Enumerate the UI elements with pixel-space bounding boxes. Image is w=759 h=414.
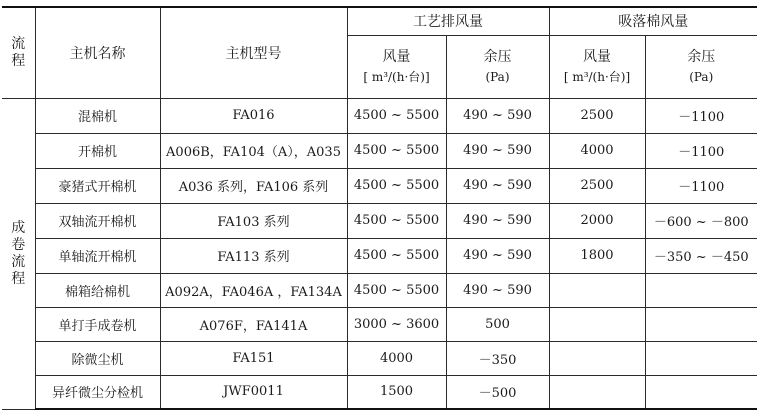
machine-name-cell: 除微尘机 [35, 341, 160, 375]
header-suction-pressure [645, 35, 757, 98]
process-pressure-cell: 490 ~ 590 [446, 98, 549, 133]
process-air-cell: 4000 [347, 341, 446, 375]
machine-model-cell: FA103 系列 [160, 203, 347, 238]
suction-pressure-cell [645, 307, 757, 341]
suction-air-cell: 2500 [549, 98, 645, 133]
table-row [2, 98, 757, 133]
process-air-cell: 4500 ~ 5500 [347, 238, 446, 273]
suction-pressure-cell: －1100 [645, 168, 757, 203]
machine-name-cell: 开棉机 [35, 133, 160, 168]
table-row [2, 238, 757, 273]
machine-name-cell: 单轴流开棉机 [35, 238, 160, 273]
header-air-volume-label: 风量 [382, 48, 411, 65]
header-process-air-volume [347, 35, 446, 98]
group-label-char: 程 [11, 270, 26, 287]
machine-name-cell: 混棉机 [35, 98, 160, 133]
group-label-char: 流 [11, 253, 26, 270]
process-pressure-cell: 500 [446, 307, 549, 341]
process-pressure-cell: 490 ~ 590 [446, 168, 549, 203]
group-label [2, 98, 35, 409]
table-row [2, 341, 757, 375]
suction-pressure-cell: －350 ~ －450 [645, 238, 757, 273]
header-process-pressure [446, 35, 549, 98]
process-pressure-cell: 490 ~ 590 [446, 238, 549, 273]
machine-name-cell: 棉箱给棉机 [35, 273, 160, 307]
suction-pressure-cell [645, 375, 757, 409]
header-suction-air: 吸落棉风量 [549, 7, 757, 35]
machine-model-cell: A006B，FA104（A），A035 [160, 133, 347, 168]
header-pressure-label: 余压 [687, 48, 716, 65]
process-air-cell: 3000 ~ 3600 [347, 307, 446, 341]
header-process-char: 程 [11, 52, 26, 69]
header-air-volume-unit: [ m³/(h·台)] [563, 69, 631, 84]
suction-air-cell [549, 375, 645, 409]
header-process [2, 7, 35, 98]
header-process-air: 工艺排风量 [347, 7, 549, 35]
machine-name-cell: 异纤微尘分检机 [35, 375, 160, 409]
process-air-cell: 4500 ~ 5500 [347, 133, 446, 168]
group-label-char: 卷 [11, 236, 26, 253]
process-pressure-cell: 490 ~ 590 [446, 203, 549, 238]
suction-air-cell [549, 273, 645, 307]
header-air-volume-label: 风量 [583, 48, 611, 65]
process-pressure-cell: 490 ~ 590 [446, 273, 549, 307]
machine-model-cell: A036 系列，FA106 系列 [160, 168, 347, 203]
suction-pressure-cell: －1100 [645, 133, 757, 168]
suction-pressure-cell: －600 ~ －800 [645, 203, 757, 238]
suction-pressure-cell [645, 273, 757, 307]
table-row [2, 168, 757, 203]
process-pressure-cell: －500 [446, 375, 549, 409]
suction-air-cell: 2000 [549, 203, 645, 238]
suction-air-cell: 1800 [549, 238, 645, 273]
machine-name-cell: 豪猪式开棉机 [35, 168, 160, 203]
process-pressure-cell: －350 [446, 341, 549, 375]
machine-model-cell: A076F，FA141A [160, 307, 347, 341]
machine-name-cell: 双轴流开棉机 [35, 203, 160, 238]
suction-pressure-cell: －1100 [645, 98, 757, 133]
header-air-volume-unit: [ m³/(h·台)] [363, 69, 430, 84]
process-air-cell: 4500 ~ 5500 [347, 203, 446, 238]
machine-name-cell: 单打手成卷机 [35, 307, 160, 341]
process-air-cell: 4500 ~ 5500 [347, 168, 446, 203]
process-air-cell: 4500 ~ 5500 [347, 273, 446, 307]
header-suction-air-volume [549, 35, 645, 98]
header-row-1 [2, 7, 757, 35]
suction-air-cell [549, 307, 645, 341]
suction-air-cell [549, 341, 645, 375]
machine-model-cell: JWF0011 [160, 375, 347, 409]
header-pressure-label: 余压 [483, 48, 512, 65]
table-row [2, 307, 757, 341]
table-row [2, 273, 757, 307]
machine-model-cell: FA016 [160, 98, 347, 133]
process-air-cell: 1500 [347, 375, 446, 409]
air-volume-table [2, 6, 757, 410]
machine-model-cell: FA113 系列 [160, 238, 347, 273]
header-process-char: 流 [11, 35, 26, 52]
header-machine-name: 主机名称 [35, 7, 160, 98]
table-row [2, 203, 757, 238]
process-pressure-cell: 490 ~ 590 [446, 133, 549, 168]
suction-air-cell: 2500 [549, 168, 645, 203]
table-row [2, 133, 757, 168]
header-machine-model: 主机型号 [160, 7, 347, 98]
group-label-char: 成 [11, 219, 26, 236]
process-air-cell: 4500 ~ 5500 [347, 98, 446, 133]
suction-pressure-cell [645, 341, 757, 375]
suction-air-cell: 4000 [549, 133, 645, 168]
machine-model-cell: FA151 [160, 341, 347, 375]
header-pressure-unit: (Pa) [485, 69, 510, 84]
header-pressure-unit: (Pa) [689, 69, 714, 84]
table-row [2, 375, 757, 409]
machine-model-cell: A092A，FA046A ，FA134A [160, 273, 347, 307]
